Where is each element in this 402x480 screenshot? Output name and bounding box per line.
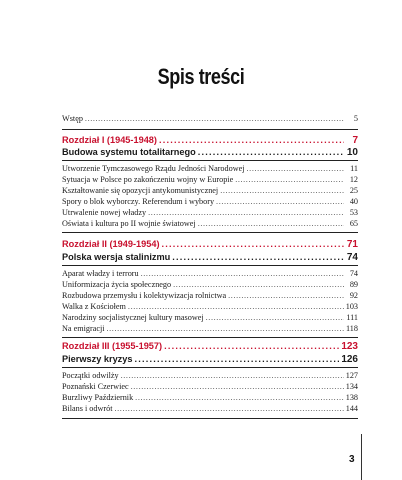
chapter-heading-2[interactable] (62, 238, 358, 251)
toc-entry-label: Oświata i kultura po II wojnie światowej (62, 219, 196, 228)
toc-entry-label: Spory o blok wyborczy. Referendum i wybory (62, 197, 215, 206)
toc-entry[interactable] (62, 403, 358, 414)
chapter-subtitle-1[interactable] (62, 146, 358, 159)
leader-dots (198, 146, 344, 159)
leader-dots (206, 312, 344, 323)
toc-entry[interactable] (62, 290, 358, 301)
toc-entry[interactable] (62, 381, 358, 392)
chapter-heading-label: Rozdział I (1945-1948) (62, 135, 157, 145)
toc-entry-page: 138 (345, 393, 358, 402)
toc-entry[interactable] (62, 301, 358, 312)
chapter-heading-3[interactable] (62, 340, 358, 353)
chapter-heading-label: Rozdział III (1955-1957) (62, 341, 163, 351)
chapter-heading-page: 123 (341, 341, 358, 352)
leader-dots (135, 392, 344, 403)
leader-dots (115, 403, 344, 414)
toc-entry-page: 144 (345, 404, 358, 413)
leader-dots (220, 185, 344, 196)
chapter-subtitle-label: Budowa systemu totalitarnego (62, 147, 196, 157)
divider (62, 160, 358, 161)
chapter-subtitle-label: Polska wersja stalinizmu (62, 252, 171, 262)
toc-entry[interactable] (62, 312, 358, 323)
chapter-subtitle-2[interactable] (62, 251, 358, 264)
toc-entry[interactable] (62, 279, 358, 290)
toc-entry-label: Utrwalenie nowej władzy (62, 208, 147, 217)
chapter-heading-page: 71 (346, 239, 358, 250)
toc-entry[interactable] (62, 174, 358, 185)
toc-entry-page: 103 (345, 302, 358, 311)
toc-entry-label: Walka z Kościołem (62, 302, 126, 311)
leader-dots (173, 279, 344, 290)
toc-entry[interactable] (62, 370, 358, 381)
toc-entry-label: Wstęp (62, 114, 83, 123)
leader-dots (128, 301, 344, 312)
leader-dots (228, 290, 344, 301)
toc-entry-page: 89 (349, 280, 358, 289)
toc-entry-page: 134 (345, 382, 358, 391)
leader-dots (131, 381, 344, 392)
leader-dots (216, 196, 344, 207)
toc-entry[interactable] (62, 196, 358, 207)
toc-entry-label: Na emigracji (62, 324, 105, 333)
leader-dots (85, 113, 344, 124)
toc-entry-label: Kształtowanie się opozycji antykomunistycznej (62, 186, 219, 195)
toc-entry-label: Utworzenie Tymczasowego Rządu Jedności Narodowej (62, 164, 245, 173)
page-title: Spis treści (157, 64, 245, 89)
toc-entry-page: 12 (349, 175, 358, 184)
leader-dots (107, 323, 344, 334)
leader-dots (141, 268, 344, 279)
toc-entry-label: Poznański Czerwiec (62, 382, 129, 391)
toc-entry-page: 40 (349, 197, 358, 206)
divider (62, 367, 358, 368)
divider (62, 337, 358, 338)
leader-dots (121, 370, 344, 381)
toc-entry[interactable] (62, 392, 358, 403)
leader-dots (198, 218, 344, 229)
toc-entry-label: Bilans i odwrót (62, 404, 113, 413)
page-number-rule (361, 434, 362, 480)
toc-entry-label: Burzliwy Październik (62, 393, 134, 402)
toc-entry[interactable] (62, 218, 358, 229)
toc-entry[interactable] (62, 185, 358, 196)
chapter-subtitle-label: Pierwszy kryzys (62, 354, 133, 364)
toc-entry-page: 74 (349, 269, 358, 278)
toc-entry[interactable] (62, 268, 358, 279)
chapter-subtitle-page: 126 (341, 354, 358, 365)
toc-entry-page: 118 (346, 324, 358, 333)
toc-entry-intro[interactable] (62, 113, 358, 124)
toc-entry-label: Uniformizacja życia społecznego (62, 280, 172, 289)
chapter-heading-page: 7 (352, 135, 358, 146)
toc-entry-page: 53 (349, 208, 358, 217)
toc-entry-label: Narodziny socjalistycznej kultury masowej (62, 313, 204, 322)
chapter-subtitle-3[interactable] (62, 353, 358, 366)
chapter-subtitle-page: 74 (346, 252, 358, 263)
toc-entry-label: Sytuacja w Polsce po zakończeniu wojny w Europie (62, 175, 234, 184)
toc-entry-page: 65 (349, 219, 358, 228)
chapter-heading-label: Rozdział II (1949-1954) (62, 239, 160, 249)
toc-entry-label: Początki odwilży (62, 371, 119, 380)
page-number: 3 (349, 454, 355, 465)
leader-dots (235, 174, 344, 185)
leader-dots (164, 340, 339, 353)
toc-entry-page: 92 (349, 291, 358, 300)
toc-entry-page: 127 (345, 371, 358, 380)
leader-dots (162, 238, 344, 251)
divider (62, 129, 358, 130)
divider (62, 418, 358, 419)
toc-entry-label: Rozbudowa przemysłu i kolektywizacja rolnictwa (62, 291, 227, 300)
leader-dots (172, 251, 344, 264)
toc-entry[interactable] (62, 163, 358, 174)
toc-entry-page: 5 (353, 114, 358, 123)
divider (62, 232, 358, 233)
divider (62, 265, 358, 266)
toc-entry-label: Aparat władzy i terroru (62, 269, 139, 278)
leader-dots (135, 353, 340, 366)
toc-entry-page: 11 (350, 164, 358, 173)
leader-dots (148, 207, 344, 218)
toc-entry-page: 111 (346, 313, 358, 322)
toc-entry[interactable] (62, 207, 358, 218)
toc-entry-page: 25 (349, 186, 358, 195)
leader-dots (247, 163, 344, 174)
toc-entry[interactable] (62, 323, 358, 334)
chapter-subtitle-page: 10 (346, 147, 358, 158)
